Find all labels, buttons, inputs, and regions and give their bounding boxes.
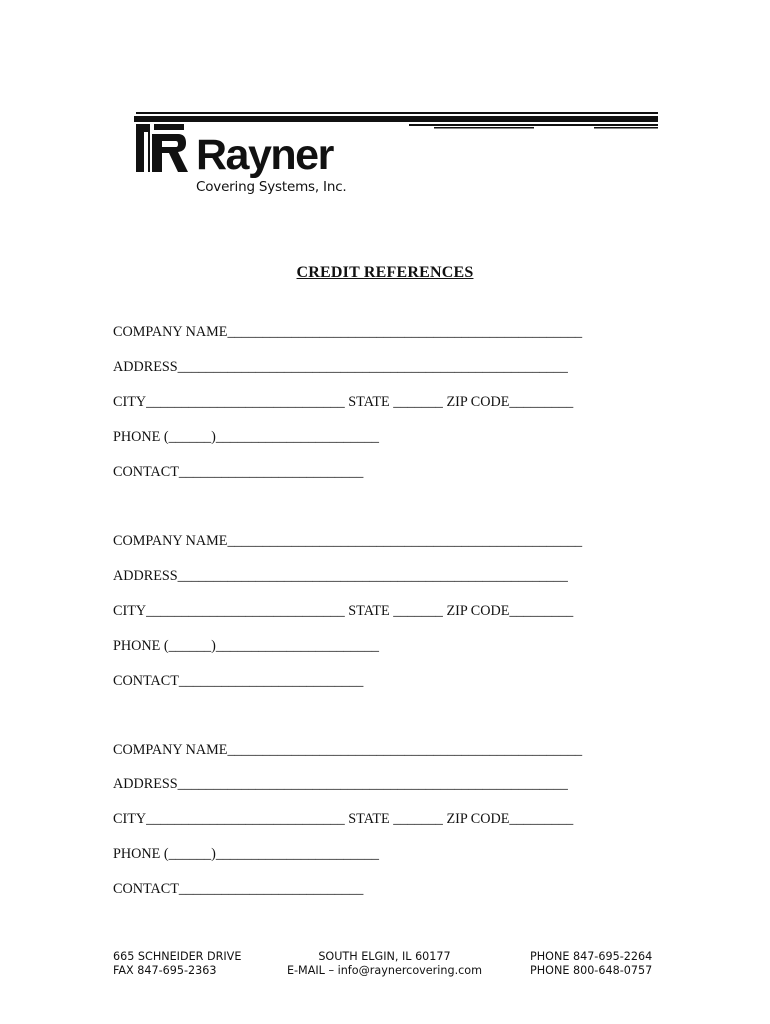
address-field[interactable]: ADDRESS_______________________________________________________ [113, 776, 568, 792]
footer-phone-1: PHONE 847-695-2264 [530, 950, 653, 963]
footer-street: 665 SCHNEIDER DRIVE [113, 950, 242, 963]
contact-field[interactable]: CONTACT__________________________ [113, 881, 364, 897]
footer-city: SOUTH ELGIN, IL 60177 [318, 950, 451, 963]
footer-address [113, 950, 241, 978]
address-field[interactable]: ADDRESS_______________________________________________________ [113, 568, 568, 584]
company-name-field[interactable]: COMPANY NAME__________________________________________________ [113, 533, 583, 549]
company-logo [134, 112, 658, 202]
logo-subtitle: Covering Systems, Inc. [196, 179, 347, 195]
footer-fax: FAX 847-695-2363 [113, 964, 217, 977]
phone-field[interactable]: PHONE (______)_______________________ [113, 638, 380, 654]
footer-phone-2: PHONE 800-648-0757 [530, 964, 653, 977]
company-name-field[interactable]: COMPANY NAME__________________________________________________ [113, 324, 583, 340]
address-field[interactable]: ADDRESS_______________________________________________________ [113, 359, 568, 375]
footer-city-email [284, 950, 485, 978]
page-title: CREDIT REFERENCES [296, 264, 474, 281]
phone-field[interactable]: PHONE (______)_______________________ [113, 846, 380, 862]
contact-field[interactable]: CONTACT__________________________ [113, 673, 364, 689]
footer-phones [530, 950, 652, 978]
company-name-field[interactable]: COMPANY NAME__________________________________________________ [113, 742, 583, 758]
city-state-zip-field[interactable]: CITY____________________________ STATE _______ ZIP CODE_________ [113, 811, 574, 827]
phone-field[interactable]: PHONE (______)_______________________ [113, 429, 380, 445]
contact-field[interactable]: CONTACT__________________________ [113, 464, 364, 480]
city-state-zip-field[interactable]: CITY____________________________ STATE _______ ZIP CODE_________ [113, 394, 574, 410]
city-state-zip-field[interactable]: CITY____________________________ STATE _______ ZIP CODE_________ [113, 603, 574, 619]
logo-wordmark: Rayner [196, 131, 333, 179]
footer-email: E-MAIL – info@raynercovering.com [286, 964, 483, 977]
